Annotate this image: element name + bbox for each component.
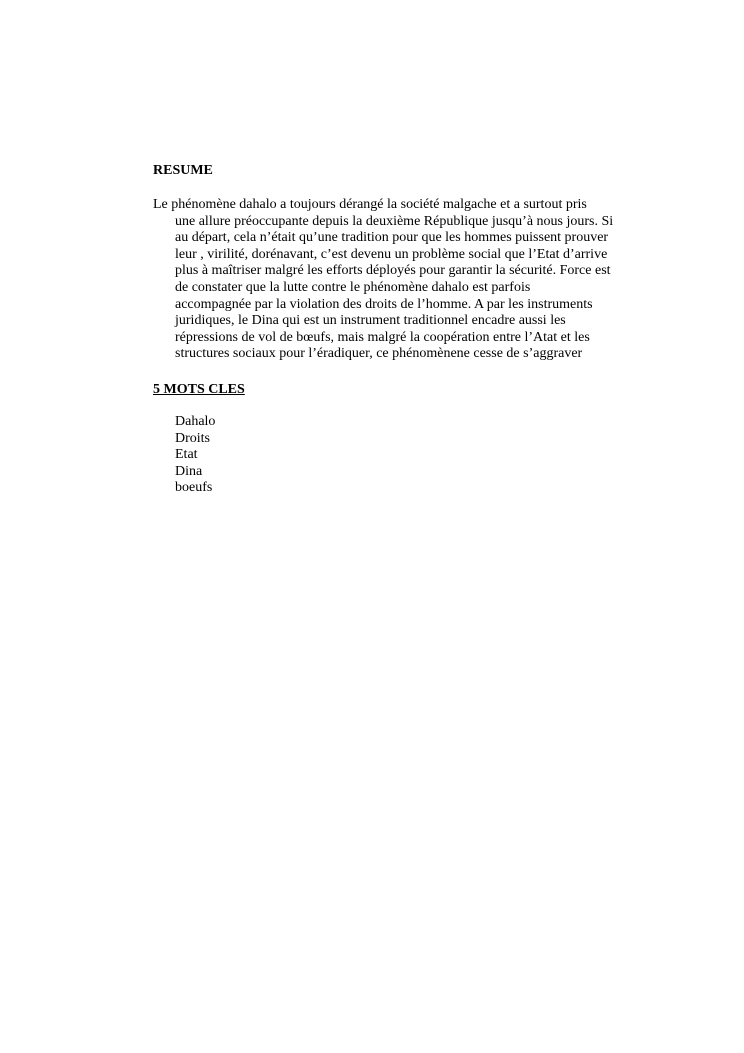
keyword-item: Dahalo <box>175 414 216 429</box>
keyword-item: Dina <box>175 463 203 479</box>
keyword-item: Droits <box>175 430 210 446</box>
abstract-line: répressions de vol de bœufs, mais malgré la coopération entre l’Atat et les <box>175 329 590 345</box>
abstract-line: au départ, cela n’était qu’une tradition pour que les hommes puissent prouver <box>175 230 609 246</box>
resume-heading: RESUME <box>153 163 213 178</box>
abstract-line: de constater que la lutte contre le phénomène dahalo est parfois <box>175 279 531 295</box>
abstract-paragraph <box>153 197 643 363</box>
abstract-line: juridiques, le Dina qui est un instrument traditionnel encadre aussi les <box>175 313 566 329</box>
keyword-item: boeufs <box>175 480 213 496</box>
abstract-line: structures sociaux pour l’éradiquer, ce phénomènene cesse de s’aggraver <box>175 346 583 362</box>
abstract-line: leur , virilité, dorénavant, c’est devenu un problème social que l’Etat d’arrive <box>175 246 608 262</box>
abstract-line: plus à maîtriser malgré les efforts déployés pour garantir la sécurité. Force est <box>175 263 611 279</box>
keyword-item: Etat <box>175 447 198 463</box>
keywords-heading: 5 MOTS CLES <box>153 382 245 397</box>
abstract-line: accompagnée par la violation des droits de l’homme. A par les instruments <box>175 296 593 312</box>
keyword-list <box>175 414 215 497</box>
abstract-line: Le phénomène dahalo a toujours dérangé la société malgache et a surtout pris <box>153 197 587 212</box>
abstract-line: une allure préoccupante depuis la deuxième République jusqu’à nous jours. Si <box>175 213 614 229</box>
